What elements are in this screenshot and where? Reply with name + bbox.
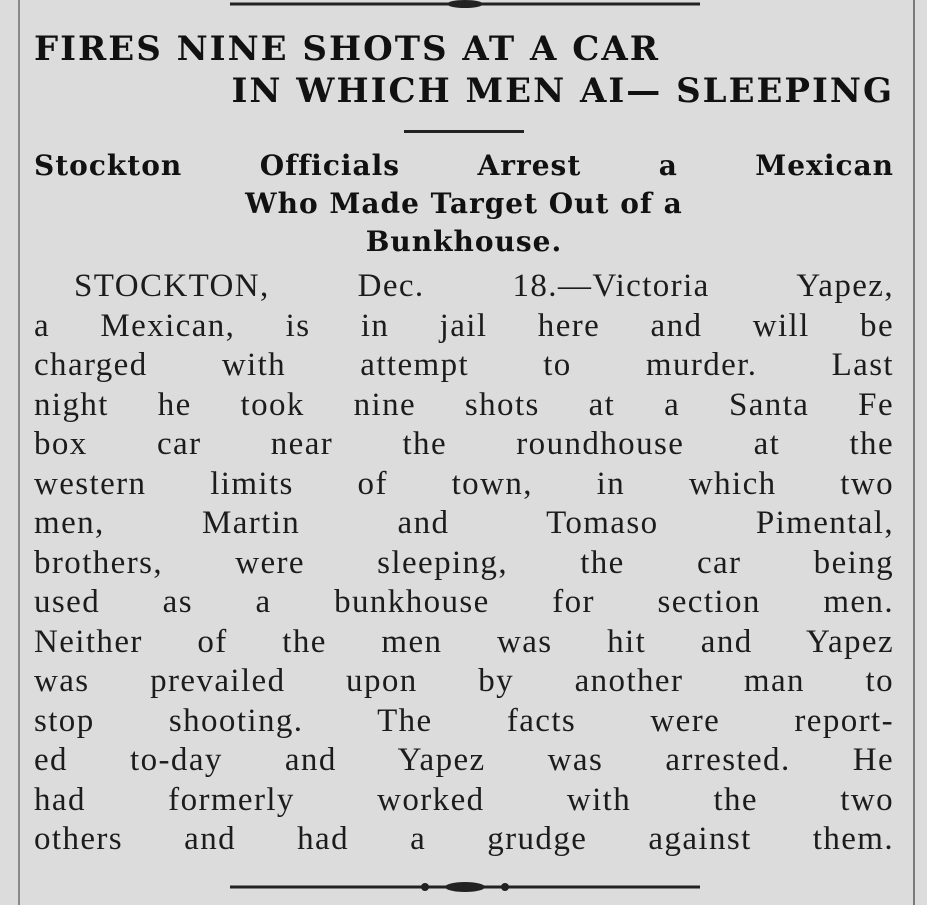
article [34, 28, 894, 860]
top-ornament-rule [230, 0, 700, 10]
bottom-ornament-rule [230, 882, 700, 892]
headline-line-1: FIRES NINE SHOTS AT A CAR [34, 29, 660, 69]
body-line: box car near the roundhouse at the [34, 426, 894, 462]
body-line: men, Martin and Tomaso Pimental, [34, 505, 894, 541]
body-line: used as a bunkhouse for section men. [34, 584, 894, 620]
body-line: ed to-day and Yapez was arrested. He [34, 742, 894, 778]
headline-divider [404, 130, 524, 133]
column-rule-right [913, 0, 915, 905]
body-line: western limits of town, in which two [34, 465, 894, 502]
body-line: stop shooting. The facts were report- [34, 702, 894, 739]
subhead-line-1: Stockton Officials Arrest a Mexican [34, 149, 894, 182]
body-line: charged with attempt to murder. Last [34, 347, 894, 383]
body-line: brothers, were sleeping, the car being [34, 544, 894, 581]
headline-line-2: IN WHICH MEN AI— SLEEPING [231, 71, 894, 111]
subheadline [34, 147, 894, 261]
column-rule-left [18, 0, 20, 905]
body-line: was prevailed upon by another man to [34, 663, 894, 699]
body-line: had formerly worked with the two [34, 781, 894, 818]
headline [34, 28, 894, 112]
body-line: Neither of the men was hit and Yapez [34, 623, 894, 660]
body-line: night he took nine shots at a Santa Fe [34, 386, 894, 423]
body-line: STOCKTON, Dec. 18.—Victoria Yapez, [74, 268, 894, 304]
subhead-line-3: Bunkhouse. [365, 225, 563, 258]
subhead-line-2: Who Made Target Out of a [245, 187, 683, 220]
body-line: others and had a grudge against them. [34, 821, 894, 857]
article-body [34, 267, 894, 860]
body-line: a Mexican, is in jail here and will be [34, 307, 894, 344]
